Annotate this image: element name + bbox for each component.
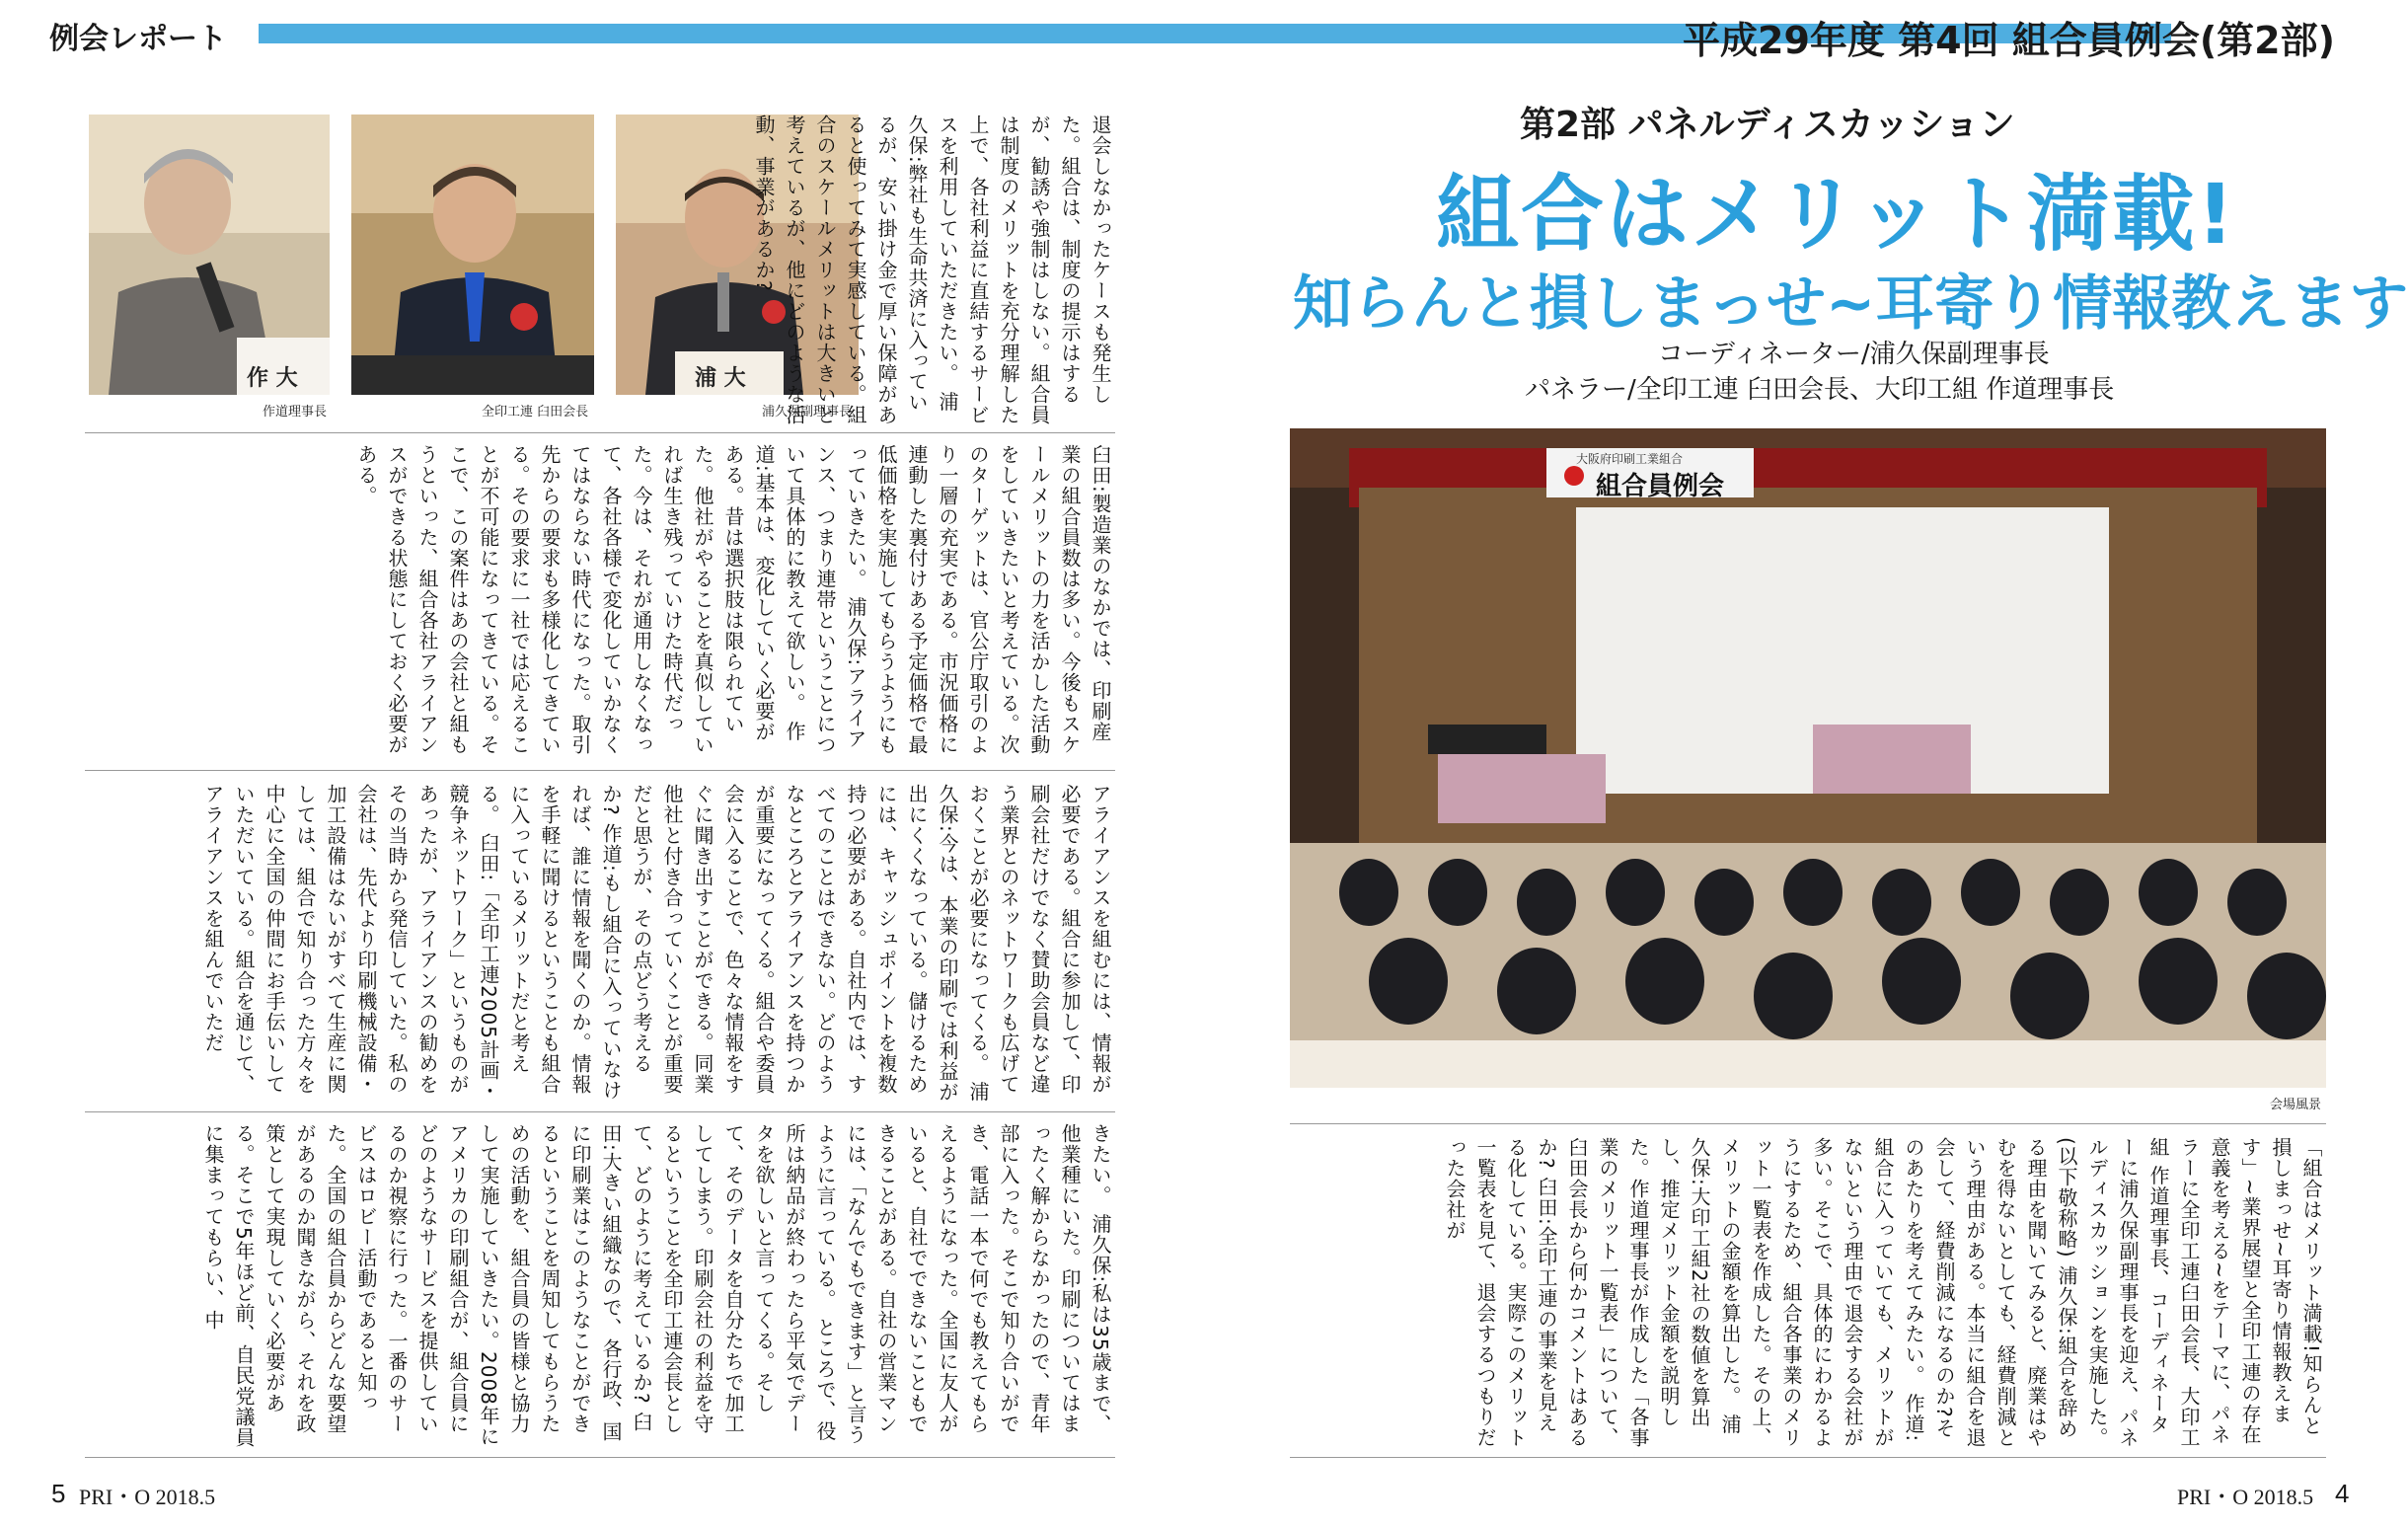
rule-left-1 [85, 432, 1115, 433]
subtitle: 知らんと損しまっせ~耳寄り情報教えます [1293, 269, 2408, 339]
text-right-upper: 「組合はメリット満載!知らんと損しまっせ~耳寄り情報教えます」~業界展望と全印工連の存在意義を考える~をテーマに、パネラーに全印工連臼田会長、大印工組 作道理事長、コーディネーターに浦久保副理事長を迎え、パネルディスカッションを実施した。(以下敬称略) 浦久保:組合を辞める理由を聞いてみると、廃業はやむを得ないとしても、経費削減という理由がある。本当に組合を退会して、経費削減になるのか?そのあたりを考えてみたい。 作道:組合に入っていても、メリットがないという理由で退会する会社が多い。そこで、具体的にわかるようにするため、組合各事業のメリット一覧表を作成した。その上、メリットの金額を算出した。 浦久保:大印工組2社の数値を算出し、推定メリット金額を説明した。作道理事長が作成した「各事業のメリット一覧表」について、臼田会長から何かコメントはあるか? 臼田:全印工連の事業を見える化している。実際このメリット一覧表を見て、退会するつもりだった会社が [1443, 1137, 2323, 1448]
photo-usuda [351, 115, 594, 395]
text-left-middle: 臼田:製造業のなかでは、印刷産業の組合員数は多い。今後もスケールメリットの力を活かした活動をしていきたいと考えている。次のターゲットは、官公庁取引のより一層の充実である。市況価格に連動した裏付けある予定価格で最低価格を実施してもらうようにもっていきたい。 浦久保:アライアンス、つまり連帯ということについて具体的に教えて欲しい。 作道:基本は、変化していく必要がある。昔は選択肢は限られていた。他社がやることを真似していれば生き残っていけた時代だった。今は、それが通用しなくなって、各社各様で変化していかなくてはならない時代になった。取引先からの要求も多様化してきている。その要求に一社では応えることが不可能になってきている。そこで、この案件はあの会社と組もうといった、組合各社アライアンスができる状態にしておく必要がある。 [354, 444, 1112, 755]
footer-left: PRI・O 2018.5 [79, 1485, 216, 1509]
rule-left-2 [85, 770, 1115, 771]
rule-right-1 [1290, 1123, 2326, 1124]
body-left-middle [85, 444, 1115, 762]
caption-sakumichi: 作道理事長 [263, 405, 328, 420]
page-number-left: 5 [51, 1479, 66, 1508]
coordinator-line: コーディネーター/浦久保副理事長 [1658, 340, 2050, 369]
photo-sakumichi [89, 115, 330, 395]
photo-venue [1290, 428, 2326, 1088]
text-left-lower: アライアンスを組むには、情報が必要である。組合に参加して、印刷会社だけでなく賛助会員など違う業界とのネットワークも広げておくことが必要になってくる。 浦久保:今は、本業の印刷では利益が出にくくなっている。儲けるためには、キャッシュポイントを複数持つ必要がある。自社内では、すべてのことはできない。どのようなところとアライアンスを持つかが重要になってくる。組合や委員会に入ることで、色々な情報をすぐに聞き出すことができる。同業他社と付き合っていくことが重要だと思うが、その点どう考えるか? 作道:もし組合に入っていなければ、誰に情報を聞くのか。情報を手軽に聞けるということも組合に入っているメリットだと考える。 臼田:「全印工連2005計画・競争ネットワーク」というものがあったが、アライアンスの勧めをその当時から発信していた。私の会社は、先代より印刷機械設備・加工設備はないがすべて生産に関しては、組合で知り合った方々を中心に全国の仲間にお手伝いしていただいている。組合を通じて、アライアンスを組んでいただ [201, 784, 1112, 1103]
nameplate-3: 浦 大 [695, 366, 746, 391]
body-left-lower [85, 784, 1115, 1104]
rule-bottom-right [1290, 1457, 2326, 1458]
nameplate-1: 作 大 [247, 366, 298, 391]
text-left-upper: 退会しなかったケースも発生した。組合は、制度の提示はするが、勧誘や強制はしない。組合員は制度のメリットを充分理解した上で、各社利益に直結するサービスを利用していただきたい。 浦久保:弊社も生命共済に入っているが、安い掛け金で厚い保障があると使ってみて実感している。組合のスケールメリットは大きいと考えているが、他にどのような活動、事業があるか? [752, 115, 1112, 425]
panelists-line: パネラー/全印工連 臼田会長、大印工組 作道理事長 [1525, 375, 2115, 405]
text-right-lower: きたい。 浦久保:私は35歳まで、他業種にいた。印刷についてはまったく解からなかったので、青年部に入った。そこで知り合いができ、電話一本で何でも教えてもらえるようになった。全国に友人がいると、自社でできないこともできることがある。自社の営業マンには、「なんでもできます」と言うように言っている。 ところで、役所は納品が終わったら平気でデータを欲しいと言ってくる。そして、そのデータを自分たちで加工してしまう。印刷会社の利益を守るということを全印工連会長として、どのように考えているか? 臼田:大きい組織なので、各行政、国に印刷業はこのようなことができるということを周知してもらうための活動を、組合員の皆様と協力して実施していきたい。2008年にアメリカの印刷組合が、組合員にどのようなサービスを提供しているのか視察に行った。一番のサービスはロビー活動であると知った。全国の組合員からどんな要望があるのか聞きながら、それを政策として実現していく必要がある。そこで5年ほど前、自民党議員に集まってもらい、中 [201, 1123, 1112, 1448]
main-title: 組合はメリット満載! [1436, 166, 2236, 263]
caption-usuda: 全印工連 臼田会長 [482, 405, 589, 420]
caption-venue: 会場風景 [2270, 1098, 2322, 1112]
section-label: 例会レポート [49, 22, 227, 56]
body-right-lower [85, 1123, 1115, 1449]
rule-left-3 [85, 1111, 1115, 1112]
rule-bottom-left [85, 1457, 1115, 1458]
venue-banner-line2: 組合員例会 [1596, 472, 1725, 501]
footer-right: PRI・O 2018.5 [2177, 1485, 2314, 1509]
venue-banner-line1: 大阪府印刷工業組合 [1576, 452, 1684, 466]
page-number-right: 4 [2335, 1479, 2350, 1508]
body-right-upper [1290, 1137, 2326, 1449]
part-heading: 第2部 パネルディスカッション [1520, 105, 2015, 145]
event-title: 平成29年度 第4回 組合員例会(第2部) [1683, 19, 2335, 62]
caption-urakubo: 浦久保副理事長 [762, 405, 853, 420]
